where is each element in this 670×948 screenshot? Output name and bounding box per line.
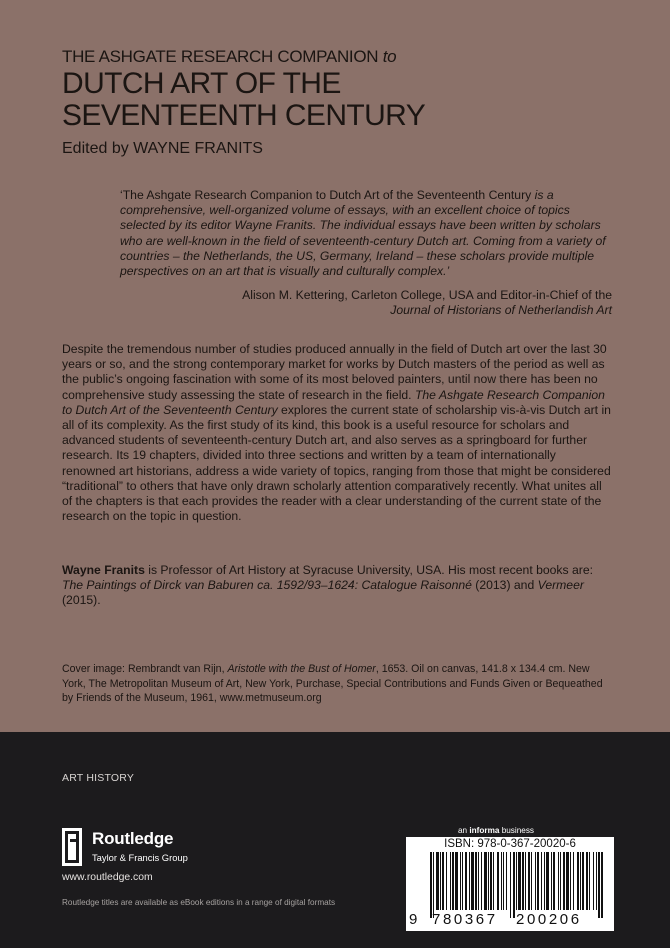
barcode-bar bbox=[537, 852, 539, 910]
barcode-bar bbox=[589, 852, 590, 910]
barcode-bar bbox=[518, 852, 521, 910]
editor-name: WAYNE FRANITS bbox=[133, 140, 263, 157]
barcode-bar bbox=[601, 852, 603, 918]
barcode-bar bbox=[462, 852, 463, 910]
barcode-bar bbox=[478, 852, 479, 910]
barcode-bar bbox=[430, 852, 432, 918]
barcode-bar bbox=[452, 852, 454, 910]
barcode-bar bbox=[598, 852, 600, 918]
barcode-bar bbox=[535, 852, 536, 910]
barcode-left-digits: 780367 bbox=[432, 911, 498, 928]
routledge-logo-icon bbox=[62, 828, 82, 866]
barcode-bar bbox=[481, 852, 482, 910]
barcode-bar bbox=[471, 852, 474, 910]
barcode-bar bbox=[558, 852, 559, 910]
barcode-bar bbox=[573, 852, 574, 910]
barcode-bar bbox=[436, 852, 439, 910]
barcode-lead-digit: 9 bbox=[409, 911, 418, 928]
book-description: Despite the tremendous number of studies produced annually in the field of Dutch art over the last 30 years or so, and the strong contemporary market for works by Dutch masters of the period as well as the public’s ongoing fascination with some of its most beloved painters, until now there has been no comprehensive study assessing the state of research in the field. The Ashgate Research Companion to Dutch Art of the Seventeenth Century explores the current state of scholarship vis-à-vis Dutch art in all of its complexity. As the first study of its kind, this book is a useful resource for scholars and advanced students of seventeenth-century Dutch art, and also serves as a springboard for further research. Its 19 chapters, divided into three sections and written by a team of internationally renowned art historians, address a wide variety of topics, ranging from those that might be considered “traditional” to others that have only drawn scholarly attention comparatively recently. What unites all of the chapters is that each provides the reader with a clear understanding of the current state of the research on the topic in question. bbox=[62, 342, 611, 524]
barcode-bar bbox=[580, 852, 581, 910]
barcode-bar bbox=[442, 852, 444, 910]
barcode-bar bbox=[469, 852, 470, 910]
ebook-note: Routledge titles are available as eBook editions in a range of digital formats bbox=[62, 898, 336, 907]
title-line-1: DUTCH ART OF THE bbox=[62, 67, 341, 100]
barcode-bar bbox=[563, 852, 565, 910]
barcode-bar bbox=[544, 852, 545, 910]
barcode-bar bbox=[455, 852, 458, 910]
quote-attribution: Alison M. Kettering, Carleton College, USA and Editor-in-Chief of the Journal of Historians of Netherlandish Art bbox=[242, 288, 612, 318]
publisher-group: Taylor & Francis Group bbox=[92, 852, 188, 863]
barcode-bar bbox=[497, 852, 499, 910]
barcode-bar bbox=[460, 852, 461, 910]
barcode-bar bbox=[433, 852, 434, 918]
publisher-name: Routledge bbox=[92, 829, 174, 848]
barcode-bar bbox=[531, 852, 532, 910]
barcode-bar bbox=[484, 852, 487, 910]
barcode-bar bbox=[501, 852, 502, 910]
barcode-bar bbox=[528, 852, 530, 910]
barcode-bar bbox=[596, 852, 597, 910]
barcode-bar bbox=[586, 852, 588, 910]
barcode-right-digits: 200206 bbox=[516, 911, 582, 928]
barcode-bar bbox=[440, 852, 441, 910]
barcode-bar bbox=[506, 852, 507, 910]
barcode-bar bbox=[577, 852, 579, 910]
endorsement-quote: ‘The Ashgate Research Companion to Dutch Art of the Seventeenth Century is a comprehensive, well-organized volume of essays, with an excellent choice of topics selected by its editor Wayne Franits. The individual essays have been written by scholars who are well-known in the field of seventeenth-century Dutch art. Coming from a variety of countries – the Netherlands, the US, Germany, Ireland – these scholars provide multiple perspectives on an art that is visually and culturally complex.’ bbox=[120, 188, 606, 279]
barcode-bar bbox=[551, 852, 552, 910]
barcode-bar bbox=[582, 852, 584, 910]
barcode-bar bbox=[541, 852, 542, 910]
isbn-barcode bbox=[406, 837, 614, 931]
barcode-bar bbox=[465, 852, 467, 910]
isbn-label: ISBN: 978-0-367-20020-6 bbox=[444, 838, 576, 850]
cover-image-credit: Cover image: Rembrandt van Rijn, Aristotle with the Bust of Homer, 1653. Oil on canvas, 141.8 x 134.4 cm. New York, The Metropolitan Museum of Art, New York, Purchase, Special Contributions and Funds Given or Bequeathed by Friends of the Museum, 1961, www.metmuseum.org bbox=[62, 663, 603, 704]
barcode-bar bbox=[525, 852, 526, 910]
barcode-bar bbox=[566, 852, 569, 910]
author-bio: Wayne Franits is Professor of Art History at Syracuse University, USA. His most recent books are: The Paintings of Dirck van Baburen ca. 1592/93–1624: Catalogue Raisonné (2013) and Vermeer (2015). bbox=[62, 563, 594, 608]
barcode-bar bbox=[546, 852, 549, 910]
subject-category: ART HISTORY bbox=[62, 772, 135, 784]
barcode-bar bbox=[553, 852, 555, 910]
barcode-bar bbox=[522, 852, 524, 910]
title-line-2: SEVENTEENTH CENTURY bbox=[62, 99, 426, 132]
barcode-bar bbox=[510, 852, 511, 918]
barcode-bar bbox=[593, 852, 594, 910]
informa-business-mark: an informa business bbox=[458, 826, 535, 835]
barcode-bar bbox=[560, 852, 561, 910]
publisher-website[interactable]: www.routledge.com bbox=[62, 872, 153, 883]
barcode-bar bbox=[450, 852, 451, 910]
barcode-bar bbox=[493, 852, 494, 910]
barcode-bar bbox=[475, 852, 477, 910]
barcode-bar bbox=[570, 852, 571, 910]
barcode-bar bbox=[513, 852, 515, 918]
barcode-bar bbox=[516, 852, 517, 910]
barcode-bar bbox=[446, 852, 447, 910]
book-title bbox=[62, 68, 425, 132]
editor-line: Edited by WAYNE FRANITS bbox=[62, 140, 263, 157]
series-title: THE ASHGATE RESEARCH COMPANION to bbox=[62, 47, 397, 66]
barcode-bar bbox=[490, 852, 492, 910]
barcode-bar bbox=[503, 852, 504, 910]
barcode-bar bbox=[488, 852, 489, 910]
